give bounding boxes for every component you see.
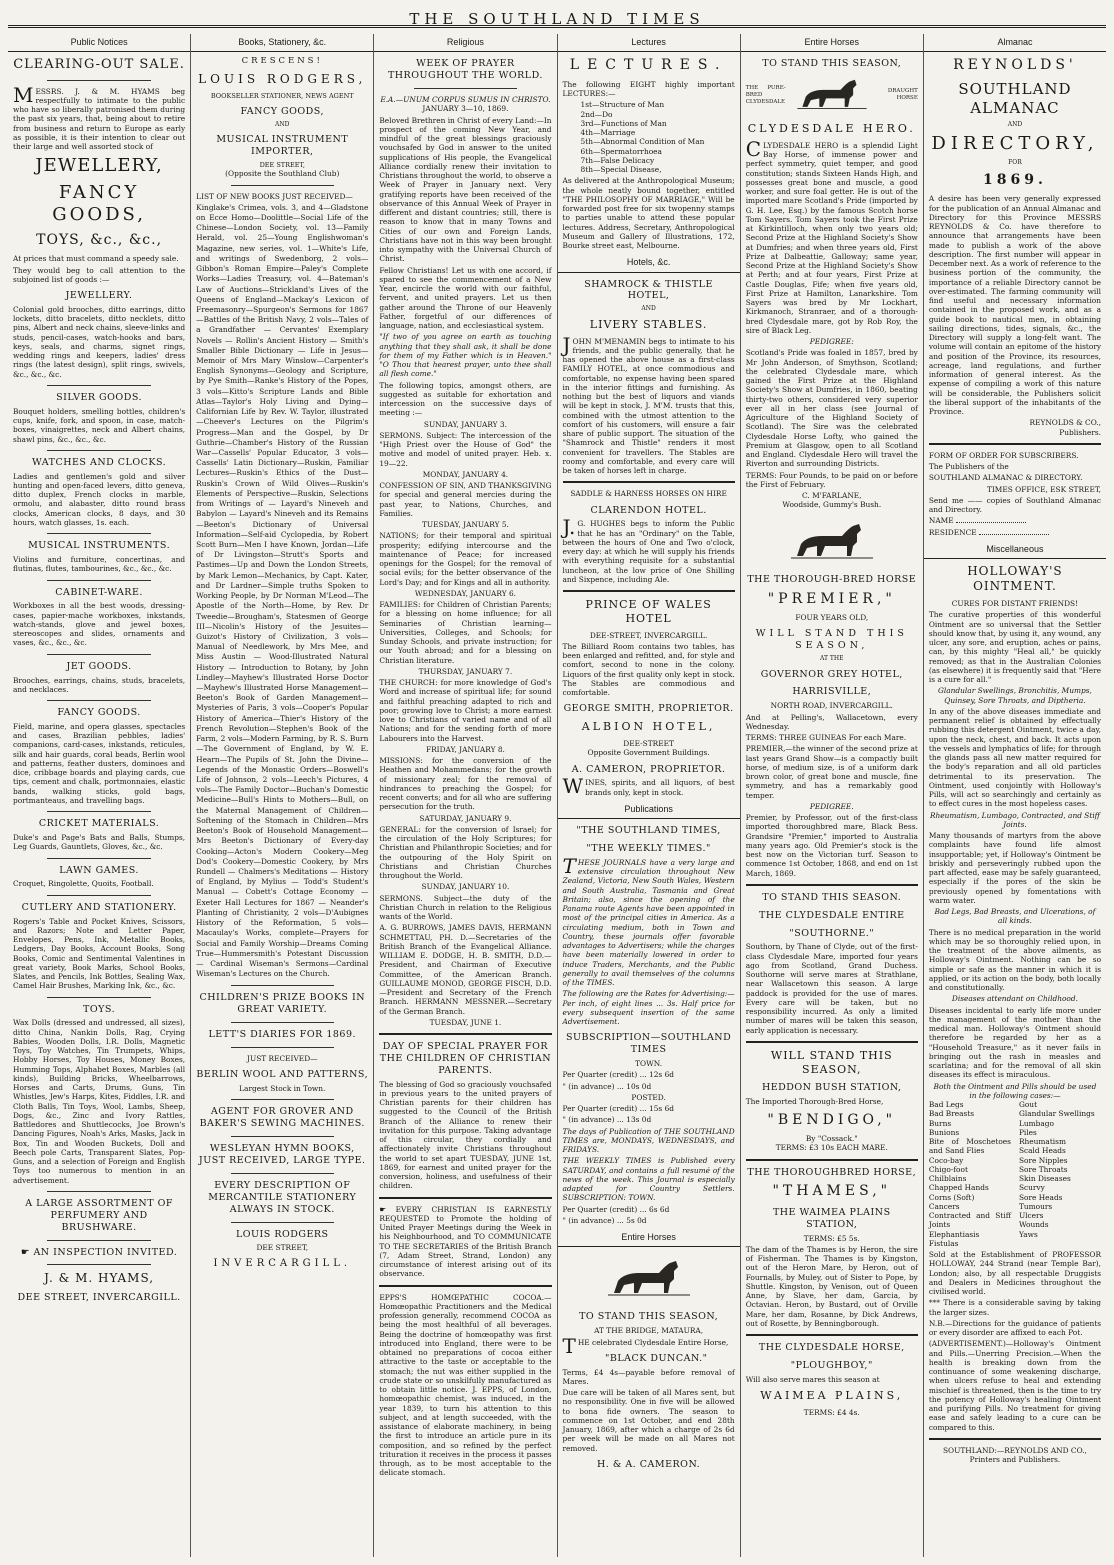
day-text: SERMONS. Subject: The intercession of the "High Priest over the House of God" the motive and model of united prayer. Heb. x. 19—22. bbox=[379, 430, 552, 468]
saddle-horses: SADDLE & HARNESS HORSES ON HIRE bbox=[570, 489, 727, 499]
hero-right-label: DRAUGHT HORSE bbox=[887, 88, 918, 102]
section-toys: TOYS. bbox=[83, 1003, 116, 1015]
silver-text: Bouquet holders, smelling bottles, children's cups, knife, fork, and spoon, in case, match-boxes, vinaigrettes, neck and Albert chains, shawl pins, &c., &c., &c. bbox=[13, 406, 186, 444]
section-cricket: CRICKET MATERIALS. bbox=[38, 818, 160, 830]
clarendon-title: CLARENDON HOTEL. bbox=[590, 504, 707, 516]
clarendon-text: J.G. HUGHES begs to inform the Public that he has an "Ordinary" on the Table, between the hours of One and Two o'clock, every day: at which he will supply his friends with everything requisite for a substantial luncheon, at the low price of One Shilling and Sixpence, including Ale. bbox=[562, 515, 735, 584]
order-form-office: TIMES OFFICE, ESK STREET, bbox=[986, 484, 1102, 494]
premier-pedigree-text: Premier, by Professor, out of the first-class imported thoroughbred mare, Black Bess. Grandsire "Premier," imported to Australia many years ago. Old Premier's stock is the best now on the Victorian turf. Season to commence 1st October, 1868, and end on 1st March, 1869. bbox=[745, 813, 918, 878]
book-list: Kinglake's Crimea, vols. 3, and 4—Gladstone on Ecce Homo—Doolittle—Social Life of the Chinese—London Society, vol. 13—Family Herald, vol. 25—Young Englishwoman's Magazine, new series, vol. 1—White's Life, and writings of Swedenborg, 2 vols—Gibbon's Roman Empire—Paley's Complete Works—Ladies Treasury, vol. 4—Bateman's Law of Auctions—Strickland's Lives of the Queens of England—Mackay's Lexicon of Freemasonry—Spurgeon's Sermons for 1867—Battles of the British Navy, 2 vols—Tales of a Grandfather — Cervantes' Exemplary Novels — Rollin's Ancient History — Smith's Smaller Bible Dictionary — Life in Jesus—Memoir of Mrs Mary Winslow—Carpenter's English Synonyms—Geology and Scripture, by Pye Smith—Ranke's History of the Popes, 3 vols—Kitto's Scripture Lands and Bible Atlas—Taylor's Holy Living and Dying—Californian Life by Rev. W. Taylor, illustrated—Cheever's Lectures on the Pilgrim's Progress—Man and the Gospel, by Dr Guthrie—Chamber's History of the Russian War—Cassells' Popular Educator, 3 vols—Cassells' Latin Dictionary—Ruskin, Familiar Lectures—Ruskin's Ethics of the Dust—Ruskin's Crown of Wild Olives—Ruskin's Elements of Perspective—Ruskin, Selections from Writings of — Layard's Nineveh and Babylon — Layard's Nineveh and its Remains—Beeton's Dictionary of Universal Information—Self-aid Cyclopedia, by Robert Scott Burn—Men I have Known, Jordan—Life of Dr Livingston—Strutt's Sports and Pastimes—Up and Down the London Streets, by Mark Lemon—Mechanics, by Capt. Kater, and Dr Lardner—Simple truths Spoken to Working People, by Dr Norman M'Leod—The Apostle of the North—Home, by Rev. Dr Tweedie—Brougham's, Statesmen of George III—Nicolin's History of the Jesuites—Guizot's History of Civilization, 3 vols—Manual of Needlework, by Mrs Mee, and Miss Austin — Wood-Illustrated Natural History — Introduction to Botany, by John Lindley—Mayhew's Illustrated Horse Doctor—Mayhew's Illustrated Horse Management—Beeton's Book of Garden Management—Mysteries of Paris, 3 vols—Cooper's Popular History of America—Thier's History of the French Revolution—Stephen's Book of the Farm, 2 vols—Modern Farming, by R. S. Burn—The Government of England, by W. E. Hearn—The Pupils of St. John the Divine—Legends of the Monastic Orders—Boswell's Life of Johnson, 2 vols—Leech's Pictures, 4 vols—The Family Doctor—Buchan's Domestic Medicine—Bull's Hints to Mothers—Bull, on the Maternal Management of Children—Softening of the Stomach in Children—Mrs Beeton's Book of Household Management—Mrs Beeton's Dictionary of Every-day Cooking—Acton's Modern Cookery—Meg Dod's Cookery—Domestic Cookery, by Mrs Rundell — Chalmers's Meditations — History of England, by Mylius — Todd's Student's Manual — Cobett's Cottage Economy — Exeter Hall Lectures for 1867 — Neander's Planting of Christianity, 2 vols—D'Aubignes History of the Reformation, 5 vols—Macaulay's Works, complete—Prayers for Social and Family Worship—Dreams Coming True—Hummersmith's Potestant Discussion — Cardinal Wiseman's Sermons—Cardinal Wiseman's Lectures on the Church. bbox=[196, 202, 369, 979]
list-item: Tumours bbox=[1018, 1201, 1053, 1211]
holloway-nb: N.B.—Directions for the guidance of patients or every disorder are affixed to each Pot. bbox=[928, 1318, 1102, 1337]
crescens: CRESCENS! bbox=[241, 56, 323, 67]
list-item: Chilblains bbox=[928, 1174, 967, 1183]
just-received: JUST RECEIVED— bbox=[247, 1054, 318, 1063]
list-item: 5th—Abnormal Condition of Man bbox=[580, 137, 705, 147]
almanac-signature: REYNOLDS & CO., bbox=[1029, 418, 1102, 428]
day-text: MISSIONS: for the conversion of the Heathen and Mohammedans; for the growth of missionary zeal; for the removal of hindrances to preaching the Gospel; for recent converts; and for all who are suffering persecution for the truth. bbox=[379, 756, 552, 812]
list-item: Sore Heads bbox=[1018, 1192, 1063, 1202]
almanac-for: FOR bbox=[1008, 159, 1022, 167]
holloway-text-1: The curative properties of this wonderful Ointment are so universal that the Settler should know that, by using it, any wound, any ulcer, any sore, and eruption, aches or pains, can, by this mighty "Heal all," be quickly removed; as that in the Australian Colonies (as elsewhere) it is frequently said that "Here is a cure for all." bbox=[928, 610, 1102, 684]
premier-terms: TERMS: THREE GUINEAS For each Mare. bbox=[745, 733, 907, 742]
day-friday-8: FRIDAY, JANUARY 8. bbox=[425, 744, 505, 754]
holloway-text-5: Diseases incidental to early life more under the management of the mother than the medical man. Holloway's Ointment should therefore be regarded by her as a "Household Treasure," as it never fails in bringing out the rash in measles and scarlatina; and for the removal of all skin diseases its effect is miraculous. bbox=[928, 1005, 1102, 1080]
prayer-dates: JANUARY 3—10, 1869. bbox=[422, 104, 509, 114]
holloway-advert: (ADVERTISEMENT.)—Holloway's Ointment and Pills.—Unerring Precision.—When the health is breaking down from the continuance of some weakening discharge, when ulcers refuse to heal and extending mischief is threatened, then is the time to try the potency of Holloway's healing Ointment and purifying Pills. No treatment for giving ease and safely leading to a cure can be compared to this. bbox=[928, 1339, 1102, 1432]
southorne-stand: TO STAND THIS SEASON. bbox=[762, 891, 902, 903]
firm-address: DEE STREET, INVERCARGILL. bbox=[17, 1292, 181, 1304]
holloway-rheumatism: Rheumatism, Lumbago, Contracted, and Stiff Joints. bbox=[929, 810, 1100, 829]
ad-attention: They would beg to call attention to the subjoined list of goods :— bbox=[13, 265, 186, 284]
list-item: Chigo-foot bbox=[928, 1164, 968, 1174]
day-sunday-10: SUNDAY, JANUARY 10. bbox=[421, 882, 510, 892]
list-item: Corns (Soft) bbox=[928, 1192, 975, 1202]
column-entire-horses bbox=[741, 34, 924, 1557]
prince-signature: GEORGE SMITH, PROPRIETOR. bbox=[563, 703, 734, 715]
bendigo-intro: The Imported Thorough-Bred Horse, bbox=[745, 1097, 884, 1107]
bookseller-music: MUSICAL INSTRUMENT IMPORTER, bbox=[216, 134, 349, 158]
list-item: 8th—Special Disease, bbox=[580, 165, 662, 174]
list-item: Yaws bbox=[1018, 1229, 1038, 1239]
prayer-title: WEEK OF PRAYER THROUGHOUT THE WORLD. bbox=[387, 58, 543, 82]
list-item: Skin Diseases bbox=[1018, 1174, 1071, 1183]
premier-name: "PREMIER," bbox=[767, 590, 896, 607]
signature-name: LOUIS RODGERS bbox=[235, 1228, 329, 1240]
list-item: Piles bbox=[1018, 1127, 1037, 1137]
ploughboy-text: Will also serve mares this season at bbox=[745, 1374, 880, 1384]
bendigo-by: By "Cossack." bbox=[805, 1134, 858, 1143]
column-lectures bbox=[558, 34, 741, 1557]
albion-signature: A. CAMERON, PROPRIETOR. bbox=[571, 763, 726, 775]
almanac-directory: DIRECTORY, bbox=[931, 132, 1099, 154]
premier-intro: THE THOROUGH-BRED HORSE bbox=[747, 573, 917, 585]
horse-icon bbox=[792, 73, 872, 117]
perfumery-note: A LARGE ASSORTMENT OF PERFUMERY AND BRUSHWARE. bbox=[25, 1197, 173, 1233]
order-form-name: SOUTHLAND ALMANAC & DIRECTORY. bbox=[928, 473, 1083, 483]
prayer-topics: The following topics, amongst others, are suggested as suitable for exhortation and intercession on the successive days of meeting :— bbox=[379, 380, 552, 418]
lectures-title: LECTURES. bbox=[569, 57, 728, 74]
section-cutlery: CUTLERY AND STATIONERY. bbox=[21, 901, 177, 913]
cabinet-text: Workboxes in all the best woods, dressing-cases, papier-mache workboxes, inkstands, watch-stands, glove and jewel boxes, stereoscopes and slides, ornaments and vases, &c., &c., &c. bbox=[13, 601, 186, 648]
order-form-residence-field: RESIDENCE bbox=[929, 528, 1101, 537]
holloway-sold: Sold at the Establishment of PROFESSOR HOLLOWAY, 244 Strand (near Temple Bar), London; also, by all respectable Druggists and Dealers in Medicines throughout the civilised world. bbox=[928, 1250, 1102, 1296]
epps-cocoa: EPPS'S HOMŒPATHIC COCOA.—Homœopathic Practitioners and the Medical profession generally, recommend COCOA as being the most healthful of all beverages. Being the doctrine of homœopathy was first introduced into England, there were to be obtained no preparations of cocoa either attractive to the taste or acceptable to the stomach; the nut was either supplied in the crude state or so unskilfully manufactured as to obtain little notice. J. EPPS, of London, homœopathic chemist, was induced, in the year 1839, to turn his attention to this subject, and at length succeeded, with the assistance of elaborate machinery, in being the first to introduce an article pure in its composition, and so refined by the perfect trituration it receives in the process it passes through, as to be most acceptable to the delicate stomach. bbox=[379, 1292, 552, 1478]
publication-days: The days of Publication of THE SOUTHLAND TIMES are, MONDAYS, WEDNESDAYS, and FRIDAYS. bbox=[562, 1126, 735, 1155]
sewing-agent: AGENT FOR GROVER AND BAKER'S SEWING MACHINES. bbox=[199, 1106, 365, 1130]
hero-left-label: THE PURE-BRED CLYDESDALE bbox=[745, 84, 786, 105]
list-item: Lumbago bbox=[1018, 1118, 1054, 1128]
inspection-note: ☛ AN INSPECTION INVITED. bbox=[20, 1246, 178, 1258]
column-heading: Lectures bbox=[558, 34, 740, 52]
list-item: Burns bbox=[928, 1118, 952, 1128]
hero-banner bbox=[746, 73, 918, 117]
day-text: THE CHURCH: for more knowledge of God's Word and increase of spiritual life; for sound and faithful preaching adapted to rich and poor; growing love to Christ; a more earnest love to Christians of varied name and of all Nations; and for the sending forth of more Labourers into the Harvest. bbox=[379, 678, 552, 743]
column-books bbox=[191, 34, 374, 1557]
day-thursday-7: THURSDAY, JANUARY 7. bbox=[418, 666, 513, 676]
rates-text: The following are the Rates for Advertising:— Per inch, of eight lines ... 3s. Half price for every subsequent insertion of the same Advertisement. bbox=[562, 989, 735, 1027]
bookseller-trade: BOOKSELLER STATIONER, NEWS AGENT bbox=[210, 91, 354, 100]
publications-text: THESE JOURNALS have a very large and extensive circulation throughout New Zealand, Victoria, New South Wales, Western and South Australia, Tasmania and Great Britain; also, since the opening of the Panama route Agents have been appointed in most of the principal cities in America. As a circulating medium, both in Town and Country, these journals offer favorable advantages to Advertisers; while the charges have been materially lowered in order to induce Traders, Merchants, and the Public generally to avail themselves of the columns of the TIMES. bbox=[562, 853, 735, 988]
duncan-stand: TO STAND THIS SEASON, bbox=[579, 1311, 719, 1323]
hero-pedigree-text: Scotland's Pride was foaled in 1857, bred by Mr John Anderson, of Smythson, Scotland; the celebrated Clydesdale mare, which gained the First Prize at the Highland Society's Show at Dumfries, in 1860, beating thirty-two others, considered very superior ever all in her class (see Journal of Agriculture of the Highland Society of Scotland). The Sire was the celebrated Clydesdale Horse Lofty, who gained the Premium at Glasgow, open to all Scotland and England. Clydesdale Hero will travel the Riverton and surrounding Districts. bbox=[745, 348, 918, 469]
largest-stock: Largest Stock in Town. bbox=[239, 1084, 326, 1094]
cutlery-text: Rogers's Table and Pocket Knives, Scissors, and Razors; Note and Letter Paper, Envelopes, Pens, Ink, Metallic Books, Ledgers, Day Books, Account Books, Song Books, Comic and Sentimental Valentines in great variety, Book Marks, School Books, Slates, and Pencils, Ink Bottles, Sealing Wax, Camel Hair Brushes, Marking Ink, &c., &c. bbox=[13, 916, 186, 991]
premier-at-the: AT THE bbox=[820, 655, 844, 662]
and-word: AND bbox=[275, 120, 290, 128]
holloway-children: Diseases attendant on Childhood. bbox=[951, 994, 1078, 1004]
thames-name: "THAMES," bbox=[772, 1183, 892, 1200]
duncan-signature: H. & A. CAMERON. bbox=[597, 1458, 701, 1470]
premier-north-road: NORTH ROAD, INVERCARGILL. bbox=[770, 701, 893, 711]
and-word: AND bbox=[641, 305, 656, 313]
hero-name: CLYDESDALE HERO. bbox=[747, 122, 916, 136]
section-music: MUSICAL INSTRUMENTS. bbox=[28, 540, 171, 552]
list-item: Contracted and Stiff Joints bbox=[928, 1211, 1011, 1230]
premier-age: FOUR YEARS OLD, bbox=[795, 613, 869, 622]
day-saturday-9: SATURDAY, JANUARY 9. bbox=[419, 813, 512, 823]
hero-signature: C. M'FARLANE, bbox=[802, 491, 862, 501]
premier-harrisville: HARRISVILLE, bbox=[792, 686, 872, 698]
bendigo-name: "BENDIGO," bbox=[767, 1111, 897, 1128]
albion-street: DEE-STREET bbox=[623, 739, 674, 748]
order-form-name-field: NAME bbox=[929, 516, 1101, 525]
times-title: "THE SOUTHLAND TIMES, bbox=[576, 825, 721, 837]
list-item: Coco-bay bbox=[928, 1155, 964, 1165]
bendigo-stand: WILL STAND THIS SEASON, bbox=[770, 1048, 893, 1076]
ad-jewellery: JEWELLERY, bbox=[35, 155, 163, 177]
column-heading: Almanac bbox=[924, 34, 1106, 52]
rate-row: " (in advance) ... 13s 0d bbox=[562, 1115, 652, 1125]
day-text: CONFESSION OF SIN, AND THANKSGIVING for special and general mercies during the past year, to Nations, Churches, and Families. bbox=[379, 481, 552, 518]
special-prayer-title: DAY OF SPECIAL PRAYER FOR THE CHILDREN OF CHRISTIAN PARENTS. bbox=[379, 1041, 552, 1076]
toys-text: Wax Dolls (dressed and undressed, all sizes), ditto China, Nankin Dolls, Rag, Crying Babies, Wooden Dolls, I.R. Dolls, Magnetic Toys, Toy Watches, Tin Trumpets, Whips, Hobby Horses, Toy Houses, Money Boxes, Humming Tops, Alphabet Boxes, Marbles (all kinds), Building Bricks, Wheelbarrows, Horses and Carts, Drums, Guns, Tin Whistles, Jew's Harps, Kites, Fiddles, I.R. and Cloth Balls, Tin Toys, Wool, Lambs, Sheep, Dogs, &c., Zinc and Ivory Rattles, Battledores and Shuttlecocks, Joe Brown's Dancing Figures, Noah's Arks, Masks, Jack in Box, Tin and Wooden Buckets, Doll and Beech pole Carts, Transparent Slates, Pop-Guns, and a selection of Foreign and English Toys too numerous to mention in an advertisement. bbox=[13, 1018, 186, 1185]
cases-left bbox=[929, 1100, 1011, 1248]
premier-governor: GOVERNOR GREY HOTEL, bbox=[760, 668, 903, 680]
rate-row: Per Quarter (credit) ... 12s 6d bbox=[562, 1070, 674, 1080]
hero-stand: TO STAND THIS SEASON, bbox=[762, 58, 902, 70]
list-item: Wounds bbox=[1018, 1220, 1049, 1230]
day-sunday-3: SUNDAY, JANUARY 3. bbox=[423, 419, 507, 429]
list-item: Scurvy bbox=[1018, 1183, 1045, 1193]
posted-heading: POSTED. bbox=[631, 1092, 666, 1102]
column-religious bbox=[374, 34, 557, 1557]
holloway-bad-legs: Bad Legs, Bad Breasts, and Ulcerations, of all kinds. bbox=[934, 907, 1096, 926]
column-heading: Books, Stationery, &c. bbox=[191, 34, 373, 52]
signature-street: DEE STREET, bbox=[256, 1243, 309, 1253]
horse-icon bbox=[604, 1253, 694, 1305]
almanac-southland: SOUTHLAND ALMANAC bbox=[958, 79, 1072, 117]
ploughboy-intro: THE CLYDESDALE HORSE, bbox=[758, 1342, 905, 1354]
prayer-signatories: A. G. BURROWS, JAMES DAVIS, HERMANN SCHMETTAU, PH. D.—Secretaries of the British Branch of the Evangelical Alliance. WILLIAM E. DODGE, H. B. SMITH, D.D.—President, and Chairman of Executive Committee, of the American Branch. GUILLAUME MONOD, GEORGE FISCH, D.D.—President and Secretary of the French Branch. HERMANN MESSNER.—Secretary of the German Branch. bbox=[379, 923, 552, 1016]
lawn-text: Croquet, Ringolette, Quoits, Football. bbox=[13, 879, 154, 889]
horse-icon bbox=[787, 516, 877, 568]
bendigo-terms: TERMS: £3 10s EACH MARE. bbox=[775, 1143, 888, 1153]
thames-text: The dam of the Thames is by Heron, the sire of Fisherman. The Thames is by Kingston, out of the Heron Mare, by Heron, out of Fournalls, by Muley, out of Sister to Pope, by Shuttle. Kingston, by Venison, out of Queen Anne, by Slave, her dam, Garcia, by Octavian. Heron, by Bustard, out of Orville Mare, her dam, Rosanne, by Dick Andrews, out of Rosette, by Benningborough. bbox=[745, 1244, 918, 1328]
hymn-books: WESLEYAN HYMN BOOKS, JUST RECEIVED, LARGE TYPE. bbox=[198, 1143, 366, 1166]
hero-terms: TERMS: Four Pounds, to be paid on or before the First of February. bbox=[745, 470, 918, 489]
holloway-text-3: Many thousands of martyrs from the above complaints have found life almost insupportable; yet, if Holloway's Ointment be briskly and perseveringly rubbed upon the part affected, ease may be safely guaranteed, especially if the pores of the skin be previously opened by fomentations with warm water. bbox=[928, 831, 1102, 905]
weekly-title: "THE WEEKLY TIMES." bbox=[586, 843, 711, 854]
southorne-name: "SOUTHORNE." bbox=[789, 927, 875, 939]
prince-text: The Billiard Room contains two tables, has been enlarged and refitted, and, for style and comfort, second to none in the colony. Liquors of the first quality only kept in stock. The Stables are commodious and comfortable. bbox=[562, 641, 735, 698]
ad-prices: At prices that must command a speedy sale. bbox=[13, 254, 179, 264]
ad-intro: MESSRS. J. & M. HYAMS beg respectfully to intimate to the public who have so liberally patronised them during the past six years, that, being about to retire from business and return to Europe as early as possible, it is their intention to clear out their large and well assorted stock of bbox=[13, 82, 186, 151]
ploughboy-station: WAIMEA PLAINS, bbox=[760, 1389, 904, 1403]
columns bbox=[8, 34, 1106, 1557]
section-fancy: FANCY GOODS. bbox=[57, 707, 141, 718]
list-item: Bite of Moschetoes and Sand Flies bbox=[928, 1137, 1011, 1156]
day-text: SERMONS. Subject—the duty of the Christian Church in relation to the Religious wants of the World. bbox=[379, 893, 552, 921]
column-heading: Public Notices bbox=[8, 34, 190, 52]
every-christian: ☛ EVERY CHRISTIAN IS EARNESTLY REQUESTED to Promote the holding of United Prayer Meetings during the Week in his Neighbourhood, and TO COMMUNICATE TO THE SECRETARIES of the British Branch (7, Adam Street, Strand, London) any circumstance of interest arising out of its observance. bbox=[379, 1204, 552, 1279]
hero-signature-address: Woodside, Gummy's Bush. bbox=[782, 500, 882, 510]
ploughboy-terms: TERMS: £4 4s. bbox=[803, 1407, 860, 1417]
order-form-send: Send me —— copies of Southland Almanac and Directory. bbox=[928, 495, 1102, 514]
day-tuesday-june-1: TUESDAY, JUNE 1. bbox=[429, 1017, 502, 1027]
hero-text: CLYDESDALE HERO is a splendid Light Bay Horse, of immense power and perfect symmetry, quiet temper, and good constitution; stands Sixteen Hands High, and possesses great bone and muscle, a good worker, and sure foal getter. He is out of the imported mare Scotland's Pride (imported by G. H. Lee, Esq.) by the famous Scotch horse Tom Sayers. Tom Sayers took the First Prize at Kirkintilloch, when only two years old; Second Prize at the Highland Society's Show at Dumfries; and when three years old, First Prize at Dalbeattie, Galloway; same year, Second Prize at the Highland Society's Show at Perth; and at four years, First Prize at Castle Douglas, Fife; when five years old, First Prize at Hamilton, Lanarkshire. Tom Sayers was bred by Mr Lockhart, Kirkmanoch, Stranraer, and of a thorough-bred Clydesdale mare, got by Rob Roy, the sire of Black Leg. bbox=[745, 136, 918, 335]
bookseller-fancy: FANCY GOODS, bbox=[240, 106, 324, 117]
ad-toys: TOYS, &c., &c., bbox=[36, 231, 163, 248]
holloway-both: Both the Ointment and Pills should be used in the following cases:— bbox=[933, 1081, 1097, 1100]
list-item: 4th—Marriage bbox=[580, 128, 636, 137]
holloway-text-4: There is no medical preparation in the world which may be so thoroughly relied upon, in the treatment of the above ailments, as Holloway's Ointment. Nothing can be so simple or safe as the manner in which it is applied, or its action on the body, both locally and constitutionally. bbox=[928, 927, 1102, 992]
southorne-text: Southorn, by Thane of Clyde, out of the first-class Clydesdale Mare, imported four years ago from Scotland, Grand Duchess. Southorne will serve mares at Strathlane, near Wallacetown this season. A large paddock is provided for the use of mares. Every care will be taken, but no responsibility incurred. As only a limited number of mares will be taken this season, early application is necessary. bbox=[745, 942, 918, 1035]
premier-will-stand: WILL STAND THIS SEASON, bbox=[755, 628, 908, 652]
duncan-text: Due care will be taken of all Mares sent, but no responsibility. One in five will be allowed to bona fide owners. The season to commence on 1st October, and end 28th January, 1869, after which a charge of 2s 6d per week will be made on all Mares not removed. bbox=[562, 1388, 735, 1453]
list-item: Bunions bbox=[928, 1127, 960, 1137]
day-text: FAMILIES: for Children of Christian Parents; for a blessing on home influence; for all Seminaries of Christian learning—Universities, Colleges, and Schools; for Sunday Schools, and private instruction; for our Youth abroad; and for a blessing on Christian literature. bbox=[379, 600, 552, 665]
printer-footer: SOUTHLAND:—REYNOLDS AND CO., Printers and Publishers. bbox=[942, 1445, 1087, 1464]
holloway-cases bbox=[929, 1100, 1101, 1248]
thames-station: THE WAIMEA PLAINS STATION, bbox=[772, 1206, 891, 1230]
albion-title: ALBION HOTEL, bbox=[581, 720, 716, 734]
section-heading-publications: Publications bbox=[558, 801, 740, 819]
almanac-signature-2: Publishers. bbox=[1059, 427, 1102, 437]
list-item: 1st—Structure of Man bbox=[580, 100, 665, 110]
column-almanac bbox=[924, 34, 1106, 1557]
berlin-wool: BERLIN WOOL AND PATTERNS, bbox=[196, 1069, 369, 1081]
hero-pedigree: PEDIGREE: bbox=[809, 337, 854, 347]
section-watches: WATCHES AND CLOCKS. bbox=[31, 456, 167, 468]
ad-fancy: FANCY GOODS, bbox=[52, 181, 146, 226]
fancy-text: Field, marine, and opera glasses, spectacles and cases, Brazilian pebbles, ladies' companions, card-cases, inkstands, reticules, silk and hair guards, coral beads, Berlin wool and patterns, feather dusters, dominoes and dice, cribbage boards and playing cards, cue tips, cement and chalk, portmonnaies, elastic bands, walking sticks, gold bags, portmanteaus, and travelling bags. bbox=[13, 721, 186, 805]
bookseller-name: LOUIS RODGERS, bbox=[198, 71, 367, 86]
book-list-title: LIST OF NEW BOOKS JUST RECEIVED— bbox=[196, 191, 353, 201]
list-item: Elephantiasis bbox=[928, 1229, 980, 1239]
premier-text: PREMIER,—the winner of the second prize at last years Grand Show—is a compactly built horse, of medium size, is of a uniform dark brown color, of great bone and muscle, fine symmetry, and has a remarkably good temper. bbox=[745, 744, 918, 800]
prayer-motto: E.A.—UNUM CORPUS SUMUS IN CHRISTO. bbox=[380, 95, 551, 104]
list-item: Scald Heads bbox=[1018, 1146, 1066, 1156]
list-item: Glandular Swellings bbox=[1018, 1109, 1095, 1119]
lectures-list bbox=[581, 100, 735, 174]
holloway-saving: *** There is a considerable saving by taking the larger sizes. bbox=[928, 1298, 1102, 1317]
ad-title: CLEARING-OUT SALE. bbox=[13, 57, 185, 73]
rate-row: Per Quarter (credit) ... 6s 6d bbox=[562, 1204, 670, 1214]
list-item: 7th—False Delicacy bbox=[580, 155, 655, 165]
list-item: Ulcers bbox=[1018, 1211, 1044, 1220]
holloway-text-2: In any of the above diseases immediate and permanent relief is obtained by effectually rubbing this detergent Ointment, twice a day, upon the neck, chest, and back. It acts upon the vessels and lymphatics of life; for through the glands pass all new matter required for the body's reparation and all old particles detrimental to its preservation. The Ointment, used conjointly with Holloway's Pills, will act so searchingly and certainly as to effect cures in the most hopeless cases. bbox=[928, 706, 1102, 809]
masthead: THE SOUTHLAND TIMES bbox=[8, 0, 1106, 28]
section-silver: SILVER GOODS. bbox=[56, 391, 143, 403]
section-lawn: LAWN GAMES. bbox=[59, 864, 139, 876]
rate-row: " (in advance) ... 5s 0d bbox=[562, 1215, 647, 1225]
holloway-glandular: Glandular Swellings, Bronchitis, Mumps, Quinsey, Sore Throats, and Diptheria. bbox=[938, 686, 1092, 705]
duncan-terms: Terms, £4 4s—payable before removal of Mares. bbox=[562, 1367, 735, 1386]
prayer-body-2: Fellow Christians! Let us with one accord, if spared to see the commencement of a New Year, encircle the world with our faithful, fervent, and united prayers. Let us then gather around the Throne of our Heavenly Father, forgetful of our differences of language, nation, and ecclesiastical system. bbox=[379, 265, 552, 330]
premier-pelling: And at Pelling's, Wallacetown, every Wednesday. bbox=[745, 712, 918, 731]
prayer-body-1: Beloved Brethren in Christ of every Land:—In prospect of the coming New Year, and mindful of the great blessings graciously vouchsafed by God in answer to the united supplications of His people, the Evangelical Alliance cordially renew their invitation to Christians throughout the world, to observe a Week of Prayer in January next. Very gratifying reports have been received of the observance of this Annual Week of Prayer in different and distant countries; still, there is reason to know that in many Towns and Cities of our own and Foreign Lands, Christians have not in this way been brought into sympathy with the Universal Church of Christ. bbox=[379, 115, 552, 264]
jewellery-text: Colonial gold brooches, ditto earrings, ditto lockets, ditto bracelets, ditto necklets, ditto pins, Albert and neck chains, sleeve-links and studs, pencil-cases, watch-hooks and bars, keys, seals, and charms, signet rings, wedding rings and keepers, ladies' dress rings (the latest design), split rings, swivels, &c., &c., &c. bbox=[13, 304, 186, 379]
almanac-reynolds: REYNOLDS' bbox=[953, 57, 1077, 74]
shamrock-text: JOHN M'MENAMIN begs to intimate to his friends, and the public generally, that he has opened the above house as a first-class FAMILY HOTEL, at once commodious and comfortable, no expense having been spared in the interior fittings and furnishing. As nothing but the best of liquors and viands will be kept in stock, J. M'M. trusts that this, combined with the utmost attention to the comfort of his customers, will ensure a fair share of public support. The situation of the "Shamrock and Thistle" renders it most convenient for travellers. The Stables are roomy and comfortable, and every care will be taken of horses left in charge. bbox=[562, 332, 735, 475]
prayer-quote: "If two of you agree on earth as touching anything that they shall ask, it shall be done for them of my Father which is in Heaven." "O Thou that hearest prayer, unto thee shall all flesh come." bbox=[379, 332, 552, 379]
cricket-text: Duke's and Page's Bats and Balls, Stumps, Leg Guards, Gauntlets, Gloves, &c., &c. bbox=[13, 833, 186, 852]
holloway-cures: CURES FOR DISTANT FRIENDS! bbox=[951, 599, 1079, 608]
duncan-celebrated: THE celebrated Clydesdale Entire Horse, bbox=[562, 1333, 729, 1358]
cases-right bbox=[1019, 1100, 1101, 1248]
column-heading: Religious bbox=[374, 34, 556, 52]
day-text: NATIONS; for their temporal and spiritual prosperity; edifying intercourse and the maintenance of Peace; for increased openings for the Gospel; for the removal of social evils; for the better observance of the Lord's Day; and for Kings and all in authority. bbox=[379, 531, 552, 587]
thames-intro: THE THOROUGHBRED HORSE, bbox=[747, 1166, 917, 1178]
section-heading-entire-horses: Entire Horses bbox=[558, 1229, 740, 1247]
prince-street: DEE-STREET, INVERCARGILL. bbox=[589, 630, 708, 640]
watches-text: Ladies and gentlemen's gold and silver hunting and open-faced levers, ditto geneva, ditto duplex, French clocks in marble, ormolu, and alabaster, ditto round brass clocks, American clocks, 8 days, and 30 hours, watch glasses, 1s. each. bbox=[13, 471, 186, 527]
section-jewellery: JEWELLERY. bbox=[65, 290, 133, 301]
rate-row: Per Quarter (credit) ... 15s 6d bbox=[562, 1104, 674, 1114]
section-heading-hotels: Hotels, &c. bbox=[558, 254, 740, 272]
list-item: Sore Throats bbox=[1018, 1164, 1068, 1174]
mercantile-stationery: EVERY DESCRIPTION OF MERCANTILE STATIONERY ALWAYS IN STOCK. bbox=[208, 1179, 357, 1215]
bendigo-station: HEDDON BUSH STATION, bbox=[761, 1082, 902, 1094]
section-heading-misc: Miscellaneous bbox=[924, 541, 1106, 559]
diaries: LETT'S DIARIES FOR 1869. bbox=[208, 1029, 357, 1041]
almanac-year: 1869. bbox=[983, 171, 1047, 188]
day-tuesday-5: TUESDAY, JANUARY 5. bbox=[421, 520, 509, 529]
special-prayer-text: The blessing of God so graciously vouchsafed in previous years to the united prayers of Christian parents for their children has suggested to the Council of the British Branch of the Alliance to renew their invitation for this purpose. Taking advantage of this circular, they cordially and affectionately invite Christians throughout the world to set apart TUESDAY, JUNE 1st, 1869, for earnest and united prayer for the conversion, holiness, and usefulness of their children. bbox=[379, 1079, 552, 1191]
day-wednesday-6: WEDNESDAY, JANUARY 6. bbox=[414, 588, 516, 598]
lectures-intro: The following EIGHT highly important LECTURES:— bbox=[562, 79, 735, 98]
albion-opposite: Opposite Government Buildings. bbox=[587, 748, 710, 758]
bookseller-opposite: (Opposite the Southland Club) bbox=[225, 169, 340, 179]
shamrock-title: SHAMROCK & THISTLE HOTEL, bbox=[584, 278, 713, 302]
duncan-name: "BLACK DUNCAN." bbox=[604, 1352, 708, 1364]
holloway-title: HOLLOWAY'S OINTMENT. bbox=[967, 564, 1063, 593]
list-item: Chapped Hands bbox=[928, 1183, 989, 1193]
rate-row: " (in advance) ... 10s 0d bbox=[562, 1081, 652, 1091]
and-word: AND bbox=[1007, 121, 1023, 129]
list-item: Bad Legs bbox=[928, 1100, 964, 1109]
list-item: Cancers bbox=[928, 1201, 960, 1211]
bookseller-street: DEE STREET, bbox=[259, 161, 305, 170]
southorne-intro: THE CLYDESDALE ENTIRE bbox=[759, 909, 905, 921]
pointing-hand-icon: ☛ bbox=[20, 1246, 34, 1258]
subscription-title: SUBSCRIPTION—SOUTHLAND TIMES bbox=[565, 1032, 732, 1056]
column-public-notices bbox=[8, 34, 191, 1557]
prince-title: PRINCE OF WALES HOTEL bbox=[585, 598, 712, 625]
almanac-text: A desire has been very generally expressed for the publication of an Annual Almanac and Directory for this Province MESSRS REYNOLDS & Co. have therefore to announce that arrangements have been made to publish a work of the above description. The first number will appear in December next. As a work of reference to the business portion of the community, the importance of a reliable Directory cannot be over-estimated. The farming community will find useful and necessary information contained in the proposed work, and as a guide book to nautical men, in obtaining sailing directions, tides, signals, &c., the Directory will supply a long-felt want. The volume will contain an epitome of the history and position of the Province, its resources, acreage, land regulations, and further information of general interest. As the expense of compiling a work of this nature will be considerable, the Publishers solicit the liberal support of the inhabitants of the Province. bbox=[928, 194, 1102, 416]
jet-text: Brooches, earrings, chains, studs, bracelets, and necklaces. bbox=[13, 675, 186, 694]
wines-text: WINES, spirits, and all liquors, of best brands only, kept in stock. bbox=[562, 774, 735, 799]
list-item: 3rd—Functions of Man bbox=[580, 118, 667, 128]
column-heading: Entire Horses bbox=[741, 34, 923, 52]
lectures-delivered: As delivered at the Anthropological Museum; the whole neatly bound together, entitled "THE PHILOSOPHY OF MARRIAGE," Will be forwarded post free for six twopenny stamps to parties unable to attend these popular lectures. Address, Secretary, Anthropological Museum and Gallery of Illustrations, 172, Bourke street east, Melbourne. bbox=[562, 176, 735, 250]
music-text: Violins and furniture, concertinas, and flutinas, flutes, tambourines, &c., &c., &c. bbox=[13, 555, 186, 574]
day-text: GENERAL: for the conversion of Israel; for the circulation of the Holy Scriptures; for Christian and Philanthropic Societies; and for the outpouring of the Holy Spirit on Christians and Christian Churches throughout the World. bbox=[379, 824, 552, 880]
weekly-note: THE WEEKLY TIMES is Published every SATURDAY, and contains a full resumé of the news of the week. This Journal is especially adapted for Country Settlers. SUBSCRIPTION: TOWN. bbox=[562, 1156, 735, 1203]
prize-books: CHILDREN'S PRIZE BOOKS IN GREAT VARIETY. bbox=[199, 992, 366, 1016]
section-jet: JET GOODS. bbox=[66, 660, 132, 672]
pointing-hand-icon: ☛ bbox=[379, 1204, 396, 1214]
day-monday-4: MONDAY, JANUARY 4. bbox=[422, 469, 509, 479]
list-item: Fistulas bbox=[928, 1238, 959, 1248]
order-form-title: FORM OF ORDER FOR SUBSCRIBERS. bbox=[928, 450, 1079, 460]
order-form-to: The Publishers of the bbox=[928, 462, 1009, 471]
town-heading: TOWN. bbox=[635, 1059, 663, 1069]
thames-terms: TERMS: £5 5s. bbox=[803, 1233, 860, 1243]
premier-pedigree: PEDIGREE. bbox=[809, 801, 854, 811]
list-item: Bad Breasts bbox=[928, 1109, 975, 1119]
duncan-bridge: AT THE BRIDGE, MATAURA, bbox=[594, 1326, 704, 1336]
list-item: 2nd—Do bbox=[580, 109, 613, 119]
ploughboy-name: "PLOUGHBOY," bbox=[790, 1360, 873, 1371]
signature-town: INVERCARGILL. bbox=[213, 1257, 352, 1269]
section-cabinet: CABINET-WARE. bbox=[55, 586, 143, 598]
list-item: Sore Nipples bbox=[1018, 1155, 1068, 1165]
livery-stables: LIVERY STABLES. bbox=[589, 317, 708, 331]
list-item: Rheumatism bbox=[1018, 1137, 1066, 1146]
firm-name: J. & M. HYAMS, bbox=[44, 1271, 155, 1286]
list-item: 6th—Spermatorrhoea bbox=[580, 146, 662, 156]
list-item: Gout bbox=[1018, 1100, 1038, 1109]
